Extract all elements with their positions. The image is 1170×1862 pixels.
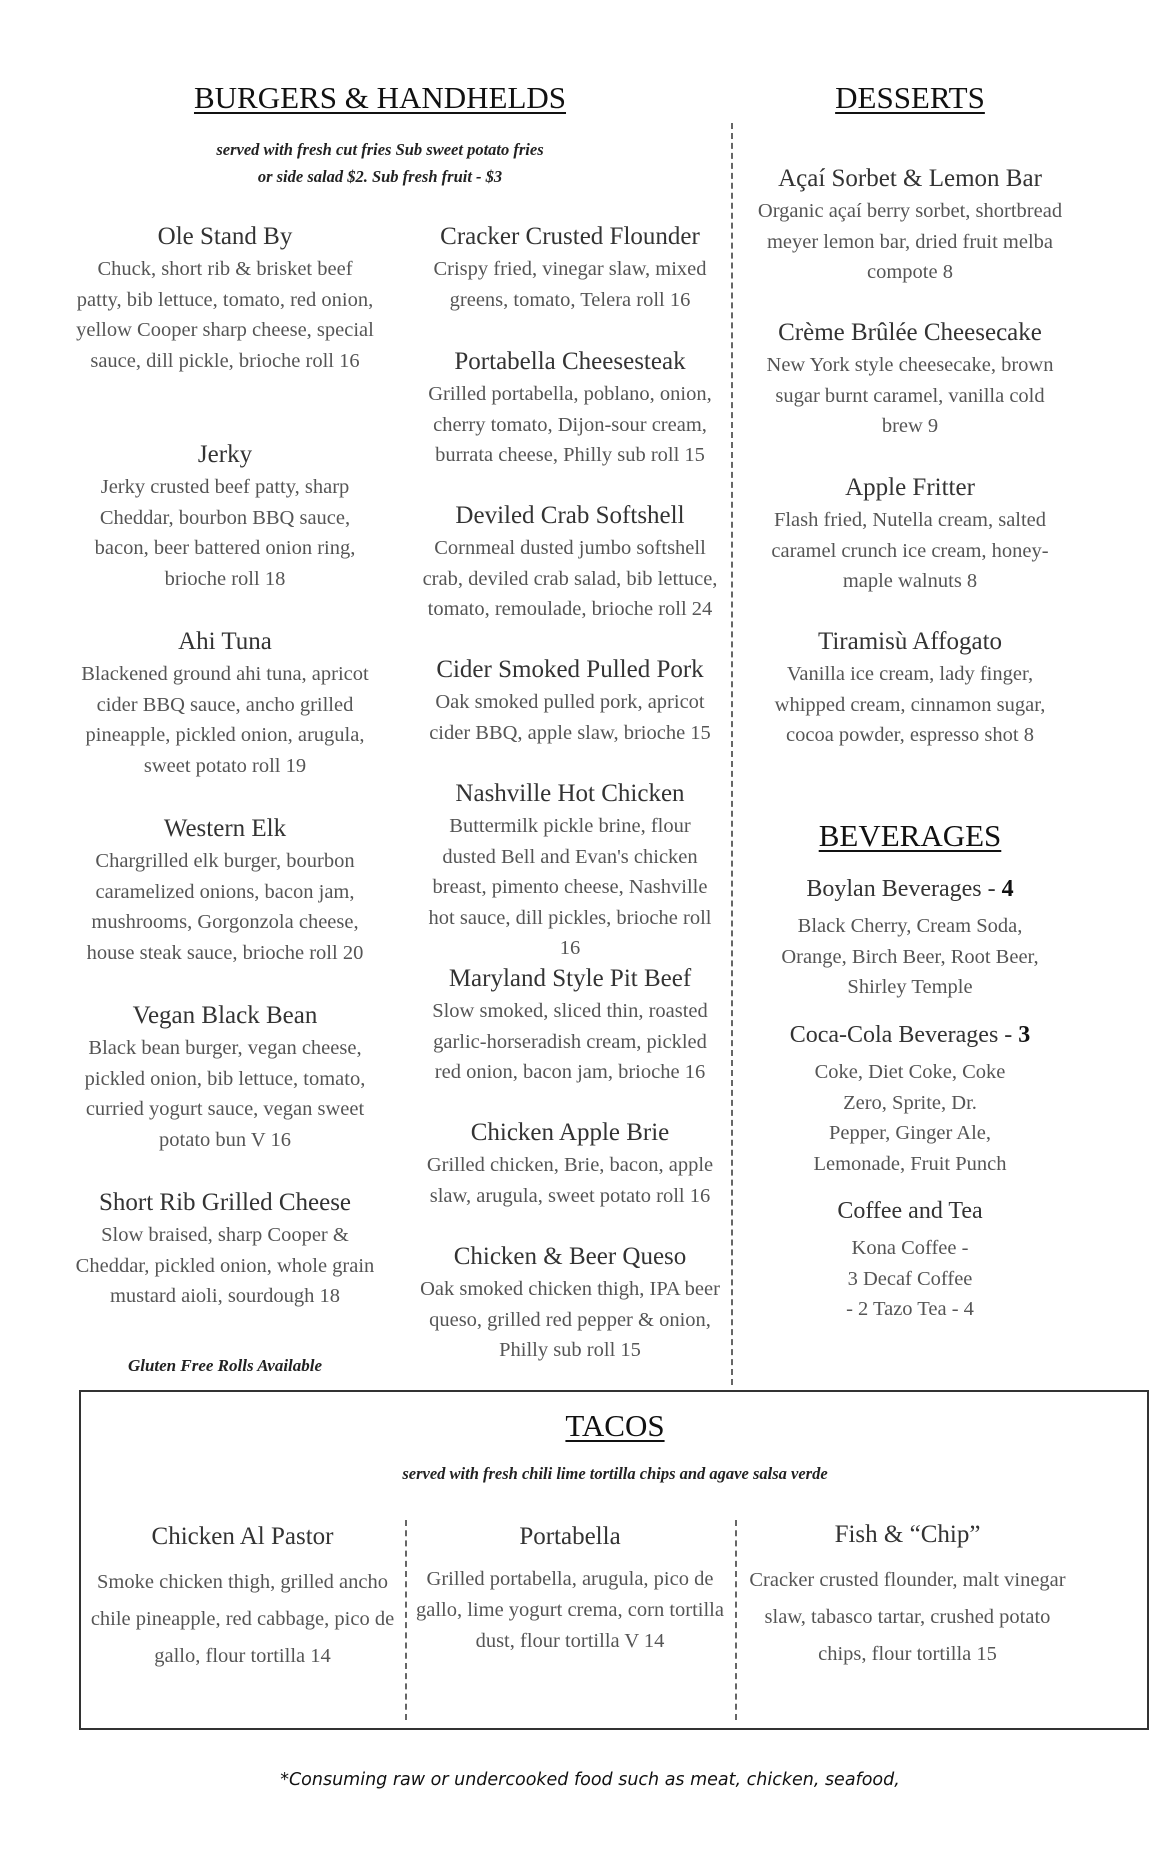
beverage-group-coca-cola bbox=[770, 1019, 1050, 1179]
item-description: Slow braised, sharp Cooper & Cheddar, pickled onion, whole grain mustard aioli, sourdough 18 bbox=[75, 1224, 375, 1307]
item-description: Kona Coffee - 3 Decaf Coffee - 2 Tazo Tea - 4 bbox=[846, 1237, 974, 1320]
item-name: Maryland Style Pit Beef bbox=[448, 965, 692, 992]
beverage-group-boylan bbox=[770, 873, 1050, 1003]
menu-item-vegan-black-bean bbox=[75, 999, 375, 1155]
item-description: Smoke chicken thigh, grilled ancho chile pineapple, red cabbage, pico de gallo, flour tortilla 14 bbox=[90, 1571, 395, 1667]
item-name: Western Elk bbox=[163, 815, 287, 842]
beverage-price: 4 bbox=[1001, 876, 1014, 902]
item-name: Vegan Black Bean bbox=[132, 1002, 318, 1029]
menu-item-western-elk bbox=[75, 812, 375, 968]
beverage-group-coffee-tea bbox=[770, 1195, 1050, 1325]
item-description: Chargrilled elk burger, bourbon caramelized onions, bacon jam, mushrooms, Gorgonzola cheese, house steak sauce, brioche roll 20 bbox=[86, 850, 364, 964]
beverage-price: 3 bbox=[1018, 1022, 1031, 1048]
menu-item-fish-and-chip bbox=[745, 1518, 1070, 1673]
menu-item-chicken-al-pastor bbox=[90, 1520, 395, 1675]
item-name: Apple Fritter bbox=[845, 474, 975, 501]
item-name bbox=[770, 873, 1050, 905]
menu-item-cider-smoked-pulled-pork bbox=[420, 653, 720, 748]
item-description: Organic açaí berry sorbet, shortbread meyer lemon bar, dried fruit melba compote 8 bbox=[757, 200, 1063, 283]
column-divider bbox=[731, 123, 733, 1385]
menu-item-ahi-tuna bbox=[80, 625, 370, 781]
menu-item-short-rib-grilled-cheese bbox=[75, 1186, 375, 1312]
item-description: Black Cherry, Cream Soda, Orange, Birch Beer, Root Beer, Shirley Temple bbox=[781, 915, 1039, 998]
raw-food-disclaimer: *Consuming raw or undercooked food such as meat, chicken, seafood, bbox=[280, 1770, 900, 1790]
menu-item-nashville-hot-chicken bbox=[420, 777, 720, 964]
item-name: Ole Stand By bbox=[157, 223, 293, 250]
item-description: Black bean burger, vegan cheese, pickled onion, bib lettuce, tomato, curried yogurt sauce, vegan sweet potato bun V 16 bbox=[84, 1037, 366, 1151]
item-name: Chicken Al Pastor bbox=[151, 1523, 334, 1550]
menu-item-deviled-crab-softshell bbox=[415, 499, 725, 625]
beverage-name: Coffee and Tea bbox=[837, 1198, 983, 1224]
item-name: Portabella Cheesesteak bbox=[454, 348, 686, 375]
item-description: New York style cheesecake, brown sugar burnt caramel, vanilla cold brew 9 bbox=[766, 354, 1054, 437]
menu-item-chicken-beer-queso bbox=[420, 1240, 720, 1366]
menu-item-cracker-crusted-flounder bbox=[420, 220, 720, 315]
burgers-note-line2: or side salad $2. Sub fresh fruit - $3 bbox=[257, 167, 503, 186]
menu-item-ole-stand-by bbox=[75, 220, 375, 376]
item-description: Vanilla ice cream, lady finger, whipped cream, cinnamon sugar, cocoa powder, espresso shot 8 bbox=[774, 663, 1046, 746]
item-description: Flash fried, Nutella cream, salted caramel crunch ice cream, honey-maple walnuts 8 bbox=[771, 509, 1049, 592]
tacos-note: served with fresh chili lime tortilla chips and agave salsa verde bbox=[402, 1464, 828, 1483]
item-name: Cracker Crusted Flounder bbox=[440, 223, 700, 250]
item-name: Açaí Sorbet & Lemon Bar bbox=[778, 165, 1042, 192]
item-description: Cornmeal dusted jumbo softshell crab, deviled crab salad, bib lettuce, tomato, remoulade, brioche roll 24 bbox=[422, 537, 718, 620]
item-name: Chicken Apple Brie bbox=[470, 1119, 670, 1146]
item-description: Crispy fried, vinegar slaw, mixed greens, tomato, Telera roll 16 bbox=[433, 258, 707, 311]
item-name: Chicken & Beer Queso bbox=[453, 1243, 687, 1270]
tacos-divider-2 bbox=[735, 1520, 737, 1720]
menu-item-portabella-taco bbox=[415, 1520, 725, 1657]
menu-item-maryland-style-pit-beef bbox=[420, 962, 720, 1088]
beverage-name: Boylan Beverages - bbox=[806, 876, 1002, 902]
item-name bbox=[770, 1195, 1050, 1227]
item-description: Jerky crusted beef patty, sharp Cheddar, bourbon BBQ sauce, bacon, beer battered onion ring, brioche roll 18 bbox=[94, 476, 356, 590]
item-name: Fish & “Chip” bbox=[834, 1521, 981, 1548]
item-description: Slow smoked, sliced thin, roasted garlic-horseradish cream, pickled red onion, bacon jam, brioche 16 bbox=[432, 1000, 708, 1083]
burgers-note-line1: served with fresh cut fries Sub sweet potato fries bbox=[216, 140, 544, 159]
item-description: Coke, Diet Coke, Coke Zero, Sprite, Dr. Pepper, Ginger Ale, Lemonade, Fruit Punch bbox=[813, 1061, 1007, 1175]
item-description: Blackened ground ahi tuna, apricot cider BBQ sauce, ancho grilled pineapple, pickled onion, arugula, sweet potato roll 19 bbox=[81, 663, 369, 777]
menu-item-portabella-cheesesteak bbox=[420, 345, 720, 471]
item-description: Grilled portabella, arugula, pico de gallo, lime yogurt crema, corn tortilla dust, flour tortilla V 14 bbox=[416, 1568, 724, 1652]
gluten-free-note: Gluten Free Rolls Available bbox=[127, 1356, 323, 1375]
menu-item-apple-fritter bbox=[755, 471, 1065, 597]
item-description: Grilled portabella, poblano, onion, cherry tomato, Dijon-sour cream, burrata cheese, Philly sub roll 15 bbox=[428, 383, 712, 466]
item-description: Buttermilk pickle brine, flour dusted Bell and Evan's chicken breast, pimento cheese, Nashville hot sauce, dill pickles, brioche roll 16 bbox=[428, 815, 712, 959]
item-name: Cider Smoked Pulled Pork bbox=[436, 656, 704, 683]
item-description: Oak smoked chicken thigh, IPA beer queso, grilled red pepper & onion, Philly sub roll 15 bbox=[420, 1278, 720, 1361]
item-description: Chuck, short rib & brisket beef patty, bib lettuce, tomato, red onion, yellow Cooper sharp cheese, special sauce, dill pickle, brioche roll 16 bbox=[76, 258, 374, 372]
menu-item-chicken-apple-brie bbox=[420, 1116, 720, 1211]
item-name: Jerky bbox=[197, 441, 253, 468]
tacos-title: TACOS bbox=[565, 1408, 665, 1443]
item-name: Ahi Tuna bbox=[178, 628, 272, 655]
tacos-divider-1 bbox=[405, 1520, 407, 1720]
item-name: Short Rib Grilled Cheese bbox=[98, 1189, 352, 1216]
menu-item-tiramisu-affogato bbox=[755, 625, 1065, 751]
menu-item-acai-sorbet bbox=[755, 162, 1065, 288]
menu-item-jerky bbox=[80, 438, 370, 594]
beverage-name: Coca-Cola Beverages - bbox=[789, 1022, 1019, 1048]
desserts-title: DESSERTS bbox=[835, 80, 985, 115]
burgers-note bbox=[150, 136, 610, 190]
item-name: Tiramisù Affogato bbox=[817, 628, 1003, 655]
item-name: Portabella bbox=[519, 1523, 621, 1550]
item-description: Oak smoked pulled pork, apricot cider BBQ, apple slaw, brioche 15 bbox=[429, 691, 711, 744]
menu-item-creme-brulee-cheesecake bbox=[755, 316, 1065, 442]
item-description: Grilled chicken, Brie, bacon, apple slaw, arugula, sweet potato roll 16 bbox=[426, 1154, 714, 1207]
beverages-title: BEVERAGES bbox=[818, 818, 1002, 853]
item-name: Deviled Crab Softshell bbox=[455, 502, 685, 529]
item-name: Nashville Hot Chicken bbox=[455, 780, 685, 807]
item-name: Crème Brûlée Cheesecake bbox=[778, 319, 1042, 346]
burgers-title: BURGERS & HANDHELDS bbox=[193, 80, 567, 115]
item-name bbox=[770, 1019, 1050, 1051]
item-description: Cracker crusted flounder, malt vinegar slaw, tabasco tartar, crushed potato chips, flour tortilla 15 bbox=[749, 1569, 1066, 1665]
